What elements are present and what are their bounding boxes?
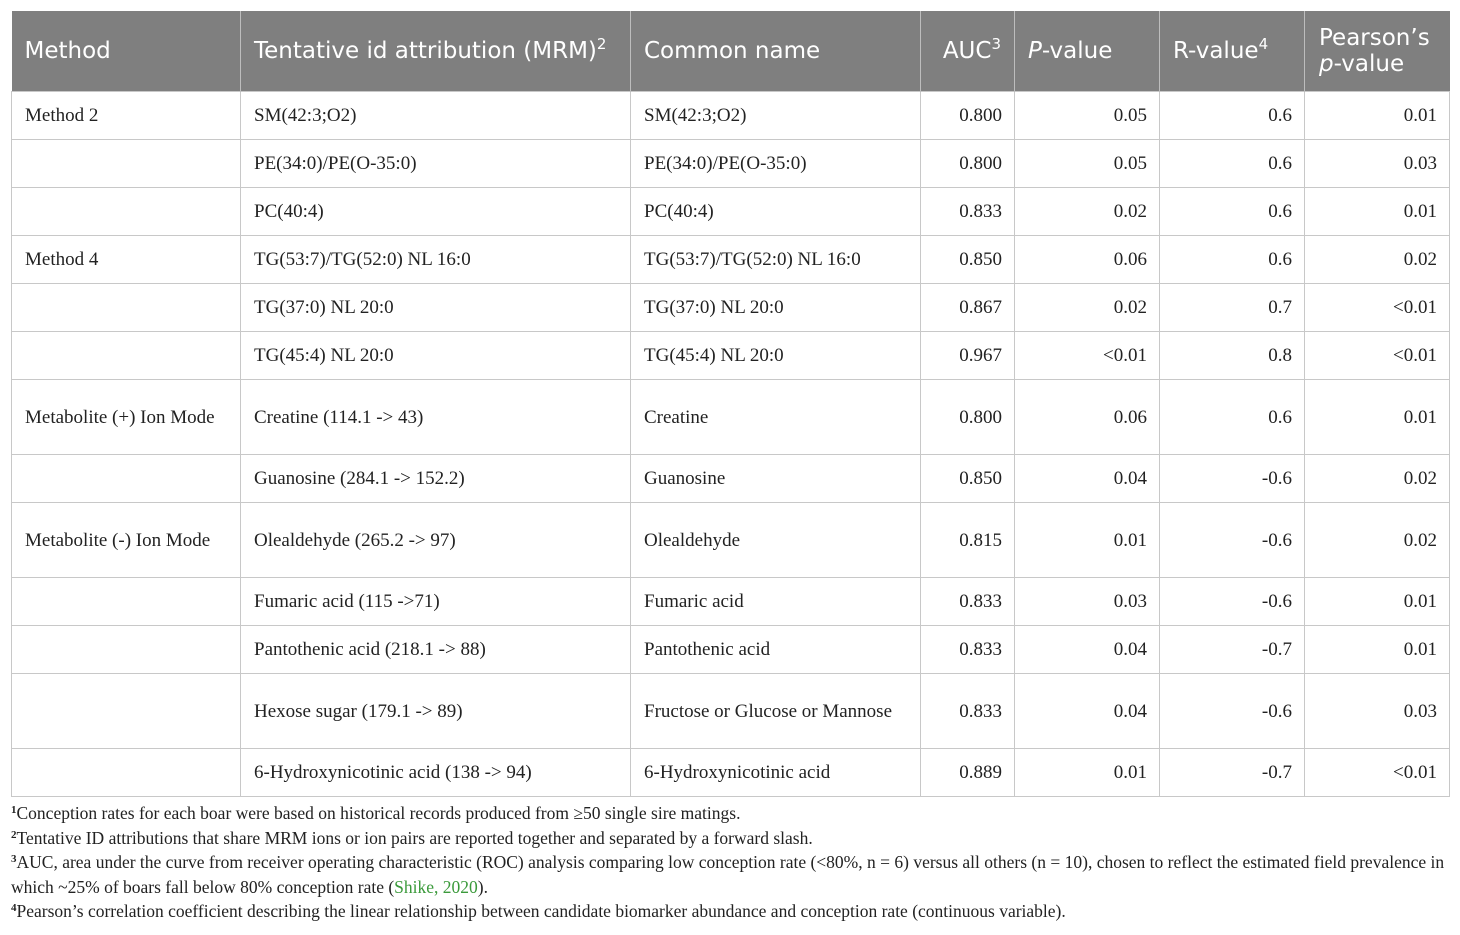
cell-r-value: -0.7: [1160, 626, 1305, 674]
table-row: [12, 626, 1450, 674]
cell-auc: 0.833: [921, 674, 1015, 749]
header-pearson-italic: p: [1319, 51, 1334, 77]
header-method: Method: [12, 11, 241, 92]
header-r-value-label: R-value: [1173, 38, 1259, 64]
cell-tentative-id: TG(53:7)/TG(52:0) NL 16:0: [241, 236, 631, 284]
cell-auc: 0.867: [921, 284, 1015, 332]
table-row: [12, 578, 1450, 626]
table-body: [12, 92, 1450, 797]
footnote-1-marker: 1: [11, 804, 17, 816]
header-pearson-p-value: [1305, 11, 1450, 92]
cell-p-value: 0.03: [1015, 578, 1160, 626]
cell-p-value: 0.04: [1015, 674, 1160, 749]
footnote-3-text: AUC, area under the curve from receiver operating characteristic (ROC) analysis comparing low conception rate (<80%, n = 6) versus all others (n = 10), chosen to reflect the estimated field prevalence in which ~25% of boars fall below 80% conception rate (: [11, 852, 1445, 897]
cell-method: [12, 626, 241, 674]
header-r-value: [1160, 11, 1305, 92]
header-pearson-rest: -value: [1333, 51, 1405, 77]
cell-pearson-p-value: 0.01: [1305, 380, 1450, 455]
cell-pearson-p-value: 0.02: [1305, 455, 1450, 503]
footnote-3: [11, 850, 1451, 899]
cell-common-name: SM(42:3;O2): [631, 92, 921, 140]
header-auc-label: AUC: [942, 38, 992, 64]
cell-r-value: 0.8: [1160, 332, 1305, 380]
cell-common-name: Olealdehyde: [631, 503, 921, 578]
citation-link[interactable]: Shike, 2020: [394, 876, 478, 897]
cell-auc: 0.967: [921, 332, 1015, 380]
header-p-value-rest: -value: [1041, 38, 1113, 64]
cell-tentative-id: PE(34:0)/PE(O-35:0): [241, 140, 631, 188]
cell-r-value: 0.6: [1160, 380, 1305, 455]
footnote-3-marker: 3: [11, 853, 17, 865]
table-row: [12, 92, 1450, 140]
header-tentative-id-footnote: 2: [596, 35, 607, 53]
cell-common-name: TG(53:7)/TG(52:0) NL 16:0: [631, 236, 921, 284]
table-row: [12, 236, 1450, 284]
cell-pearson-p-value: 0.03: [1305, 140, 1450, 188]
cell-method: Method 4: [12, 236, 241, 284]
cell-common-name: TG(37:0) NL 20:0: [631, 284, 921, 332]
cell-p-value: 0.04: [1015, 626, 1160, 674]
cell-r-value: -0.6: [1160, 455, 1305, 503]
cell-pearson-p-value: 0.03: [1305, 674, 1450, 749]
header-auc: [921, 11, 1015, 92]
table-header: [12, 11, 1450, 92]
cell-common-name: Fumaric acid: [631, 578, 921, 626]
cell-pearson-p-value: 0.01: [1305, 626, 1450, 674]
header-pearson-line1: Pearson’s: [1319, 25, 1430, 51]
cell-tentative-id: Hexose sugar (179.1 -> 89): [241, 674, 631, 749]
cell-auc: 0.833: [921, 626, 1015, 674]
table-row: [12, 503, 1450, 578]
table-row: [12, 188, 1450, 236]
cell-auc: 0.833: [921, 188, 1015, 236]
cell-auc: 0.800: [921, 380, 1015, 455]
cell-r-value: 0.6: [1160, 188, 1305, 236]
cell-auc: 0.800: [921, 140, 1015, 188]
cell-method: [12, 578, 241, 626]
header-r-value-footnote: 4: [1258, 35, 1269, 53]
cell-tentative-id: Guanosine (284.1 -> 152.2): [241, 455, 631, 503]
results-table-container: [11, 11, 1449, 797]
cell-common-name: PE(34:0)/PE(O-35:0): [631, 140, 921, 188]
cell-method: [12, 674, 241, 749]
cell-pearson-p-value: 0.02: [1305, 236, 1450, 284]
cell-r-value: 0.6: [1160, 236, 1305, 284]
cell-tentative-id: Pantothenic acid (218.1 -> 88): [241, 626, 631, 674]
cell-common-name: 6-Hydroxynicotinic acid: [631, 749, 921, 797]
cell-pearson-p-value: <0.01: [1305, 332, 1450, 380]
footnote-4-text: Pearson’s correlation coefficient describing the linear relationship between candidate biomarker abundance and conception rate (continuous variable).: [16, 901, 1066, 921]
cell-method: Metabolite (+) Ion Mode: [12, 380, 241, 455]
cell-tentative-id: Creatine (114.1 -> 43): [241, 380, 631, 455]
cell-tentative-id: TG(37:0) NL 20:0: [241, 284, 631, 332]
header-p-value-italic: P: [1028, 38, 1042, 64]
footnote-2-marker: 2: [11, 828, 17, 841]
cell-pearson-p-value: <0.01: [1305, 749, 1450, 797]
cell-common-name: Guanosine: [631, 455, 921, 503]
cell-method: Method 2: [12, 92, 241, 140]
cell-method: [12, 188, 241, 236]
header-p-value: [1015, 11, 1160, 92]
cell-r-value: 0.6: [1160, 140, 1305, 188]
cell-r-value: -0.6: [1160, 674, 1305, 749]
cell-auc: 0.800: [921, 92, 1015, 140]
cell-r-value: 0.6: [1160, 92, 1305, 140]
table-row: [12, 380, 1450, 455]
footnote-1: [11, 801, 1451, 826]
cell-common-name: Pantothenic acid: [631, 626, 921, 674]
footnote-4: [11, 899, 1451, 924]
table-row: [12, 332, 1450, 380]
cell-tentative-id: Fumaric acid (115 ->71): [241, 578, 631, 626]
header-tentative-id-label: Tentative id attribution (MRM): [254, 38, 597, 64]
cell-method: [12, 140, 241, 188]
cell-method: [12, 749, 241, 797]
cell-common-name: Fructose or Glucose or Mannose: [631, 674, 921, 749]
cell-p-value: 0.02: [1015, 188, 1160, 236]
cell-tentative-id: TG(45:4) NL 20:0: [241, 332, 631, 380]
header-auc-footnote: 3: [991, 35, 1001, 53]
cell-p-value: <0.01: [1015, 332, 1160, 380]
table-row: [12, 284, 1450, 332]
cell-pearson-p-value: 0.02: [1305, 503, 1450, 578]
cell-tentative-id: PC(40:4): [241, 188, 631, 236]
cell-pearson-p-value: <0.01: [1305, 284, 1450, 332]
cell-p-value: 0.02: [1015, 284, 1160, 332]
cell-p-value: 0.05: [1015, 92, 1160, 140]
cell-r-value: -0.7: [1160, 749, 1305, 797]
cell-p-value: 0.01: [1015, 749, 1160, 797]
footnote-2: [11, 826, 1451, 851]
cell-pearson-p-value: 0.01: [1305, 188, 1450, 236]
cell-p-value: 0.06: [1015, 380, 1160, 455]
table-footnotes: [11, 801, 1451, 924]
cell-method: Metabolite (-) Ion Mode: [12, 503, 241, 578]
cell-common-name: TG(45:4) NL 20:0: [631, 332, 921, 380]
cell-r-value: -0.6: [1160, 503, 1305, 578]
cell-p-value: 0.05: [1015, 140, 1160, 188]
cell-auc: 0.815: [921, 503, 1015, 578]
cell-auc: 0.889: [921, 749, 1015, 797]
cell-pearson-p-value: 0.01: [1305, 578, 1450, 626]
biomarker-table: [11, 11, 1450, 797]
cell-method: [12, 455, 241, 503]
cell-auc: 0.833: [921, 578, 1015, 626]
cell-auc: 0.850: [921, 236, 1015, 284]
cell-common-name: Creatine: [631, 380, 921, 455]
table-row: [12, 674, 1450, 749]
cell-auc: 0.850: [921, 455, 1015, 503]
cell-common-name: PC(40:4): [631, 188, 921, 236]
footnote-4-marker: 4: [11, 902, 17, 914]
footnote-3-text-end: ).: [477, 876, 488, 897]
table-row: [12, 140, 1450, 188]
header-tentative-id: [241, 11, 631, 92]
header-common-name: Common name: [631, 11, 921, 92]
footnote-1-text: Conception rates for each boar were based on historical records produced from ≥50 single sire matings.: [16, 803, 741, 823]
cell-pearson-p-value: 0.01: [1305, 92, 1450, 140]
cell-tentative-id: 6-Hydroxynicotinic acid (138 -> 94): [241, 749, 631, 797]
cell-method: [12, 332, 241, 380]
cell-tentative-id: Olealdehyde (265.2 -> 97): [241, 503, 631, 578]
cell-tentative-id: SM(42:3;O2): [241, 92, 631, 140]
cell-p-value: 0.04: [1015, 455, 1160, 503]
footnote-2-text: Tentative ID attributions that share MRM ions or ion pairs are reported together and separated by a forward slash.: [16, 827, 813, 848]
cell-p-value: 0.01: [1015, 503, 1160, 578]
table-row: [12, 455, 1450, 503]
table-row: [12, 749, 1450, 797]
cell-r-value: -0.6: [1160, 578, 1305, 626]
cell-r-value: 0.7: [1160, 284, 1305, 332]
cell-p-value: 0.06: [1015, 236, 1160, 284]
cell-method: [12, 284, 241, 332]
